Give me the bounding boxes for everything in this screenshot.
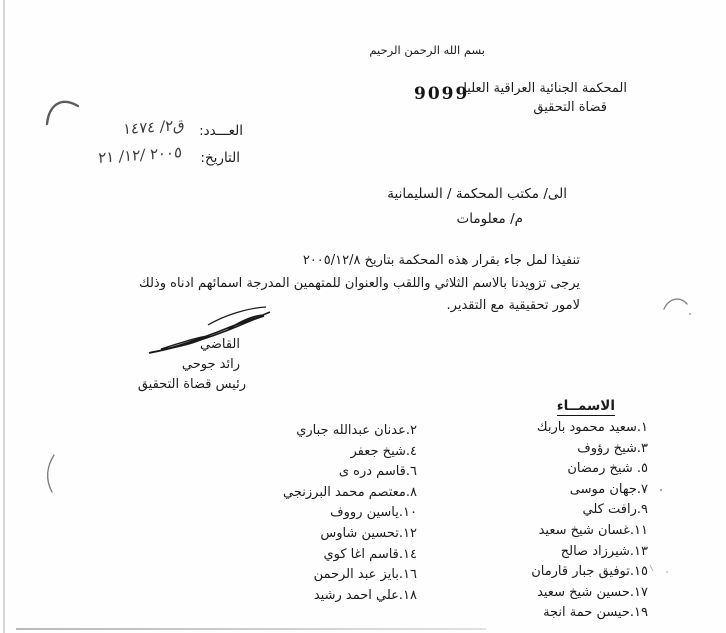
body-line-1: تنفيذا لمل جاء بقرار هذه المحكمة بتاريخ ٢٠٠٥/١٢/٨ [302, 253, 580, 268]
name-item: ٤.شيخ جعفر [350, 443, 417, 459]
addressee-line: الى/ مكتب المحكمة / السليمانية [387, 186, 567, 202]
name-item: ١.سعيد محمود باربك [536, 420, 648, 435]
names-header [557, 398, 615, 414]
signer-role: رئيس قضاة التحقيق [137, 377, 246, 392]
pen-arc-mark-right [664, 299, 687, 309]
ref-number-label: العـــدد: [199, 123, 243, 139]
name-item: ٣.شيخ رؤوف [577, 440, 648, 456]
subject-line: م/ معلومات [456, 211, 523, 227]
name-item: ١٠.ياسين رووف [330, 505, 417, 521]
name-item: ١٦.بايز عبد الرحمن [313, 567, 417, 583]
pen-arc-mark-left [48, 455, 54, 492]
name-item: ٨.معتصم محمد البرزنجي [283, 484, 417, 500]
name-item: ٩.رافت كلي [582, 502, 648, 518]
ref-number-value-handwritten: ق٢/ ١٤٧٤ [122, 115, 186, 139]
name-item: ١٤.قاسم اغا كوي [323, 546, 417, 562]
name-item: ٦.قاسم دره ى [338, 464, 417, 480]
name-item: ١٧.حسين شيخ سعيد [537, 584, 648, 600]
name-item: ١٢.تحسين شاوس [320, 525, 417, 541]
signer-name: رائد جوحي [181, 357, 240, 372]
scan-edge-bottom [16, 628, 486, 630]
names-column-even [283, 421, 417, 606]
names-column-odd [531, 418, 648, 624]
name-item: ١٣.شيرزاد صالح [560, 543, 648, 559]
body-line-2: يرجى تزويدنا بالاسم الثلاثي واللقب والعنوان للمتهمين المدرجة اسمائهم ادناه وذلك [139, 275, 580, 291]
name-item: ١٨.علي احمد رشيد [313, 587, 417, 603]
ink-speck [660, 489, 662, 491]
court-name: المحكمة الجنائية العراقية العليا [463, 81, 627, 96]
incoming-number-stamp: 9099 [414, 84, 470, 104]
signer-title: القاضي [200, 337, 240, 352]
basmala-text: بسم الله الرحمن الرحيم [369, 43, 485, 57]
names-header-text: الاسمــاء [556, 398, 615, 414]
ref-date-label: التاريخ: [200, 150, 240, 166]
name-item: ٥. شيخ رمضان [567, 461, 648, 477]
name-item: ١٥.توفيق جبار قارمان [531, 564, 648, 580]
body-paragraph [139, 250, 580, 318]
ink-speck [689, 313, 691, 315]
ink-speck [650, 565, 653, 571]
name-item: ١٩.حيسن حمة انجة [543, 605, 648, 621]
name-item: ١١.غسان شيخ سعيد [538, 522, 648, 538]
name-item: ٧.جهان موسى [569, 481, 648, 497]
body-line-3: لامور تحقيقية مع التقدير. [446, 298, 580, 313]
pen-arc-mark-top-left [47, 102, 78, 124]
ref-date-value-handwritten: ٢٠٠٥ /١٢/ ٢١ [97, 143, 183, 167]
name-item: ٢.عدنان عبدالله جباري [296, 423, 417, 438]
court-department: قضاة التحقيق [533, 100, 607, 115]
scan-edge-left [3, 0, 5, 633]
ink-speck [666, 571, 668, 573]
